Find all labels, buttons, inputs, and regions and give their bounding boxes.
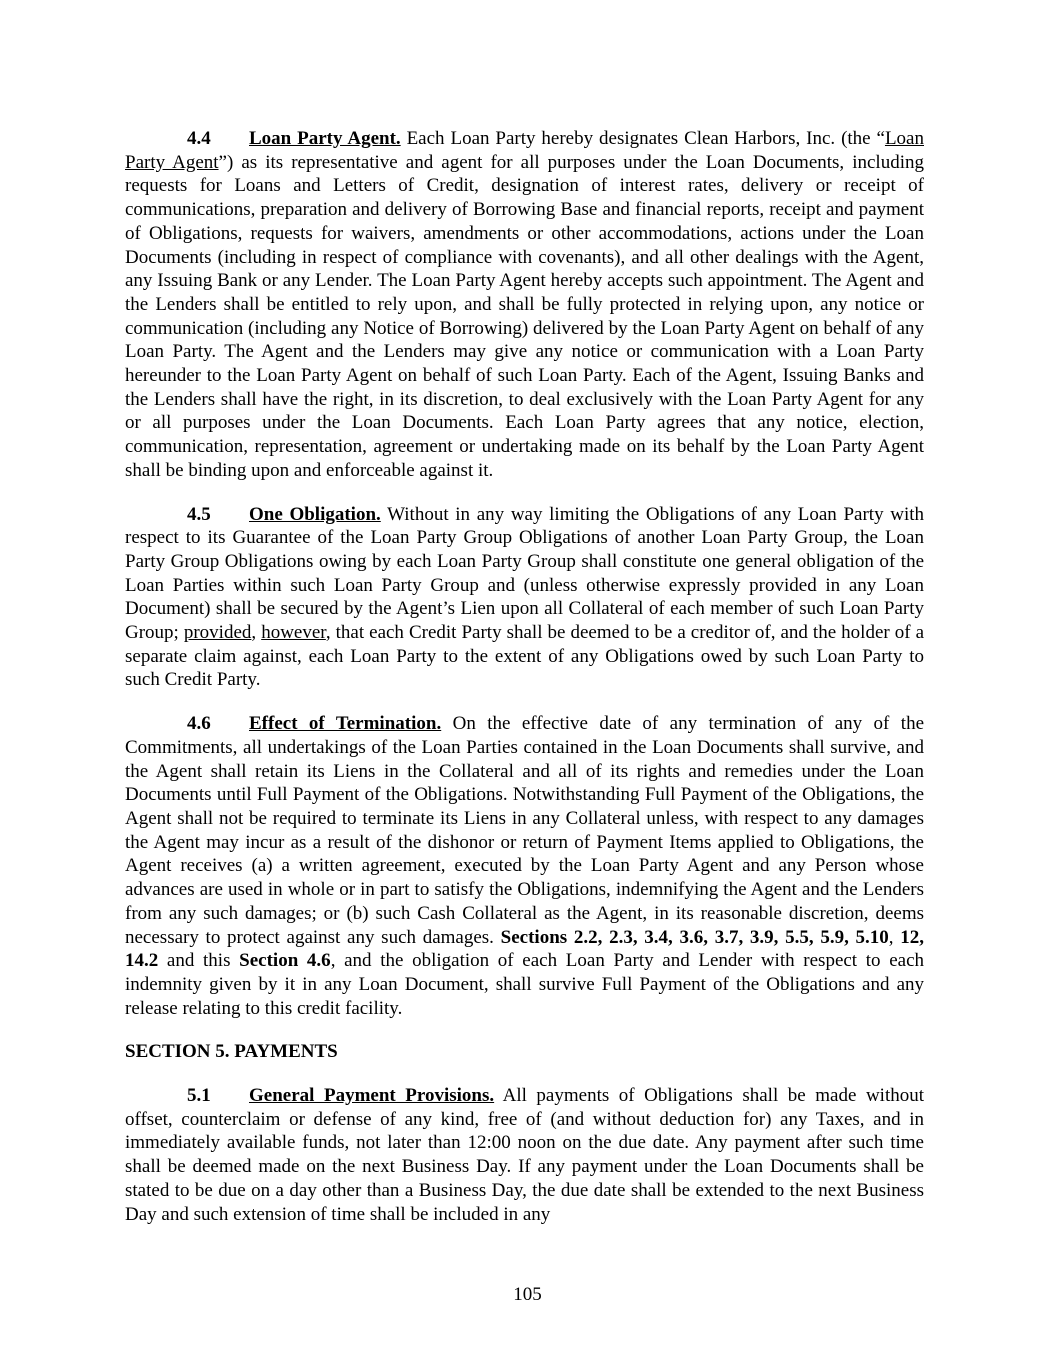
body-text: On the effective date of any termination of any of the Commitments, all undertakings of the Loan Parties contained in the Loan Documents shall survive, and the Agent shall retain its Liens in the Collateral and all of its rights and remedies under the Loan Documents until Full Payment of the Obligations. Notwithstanding Full Payment of the Obligations, the Agent shall not be required to terminate its Liens in any Collateral unless, with respect to any damages the Agent may incur as a result of the dishonor or return of Payment Items applied to Obligations, the Agent receives (a) a written agreement, executed by the Loan Party Agent and any Person whose advances are used in whole or in part to satisfy the Obligations, indemnifying the Agent and the Lenders from any such damages; or (b) such Cash Collateral as the Agent, in its reasonable discretion, deems necessary to protect against any such damages. xyxy=(125,713,925,948)
body-text: , and the obligation of each Loan Party and Lender with respect to each indemnity given by it in any Loan Document, shall survive Full Payment of the Obligations and any release relating to this credit facility. xyxy=(125,950,925,1019)
defined-term: Loan Party Agent xyxy=(125,128,924,173)
section-heading: General Payment Provisions. xyxy=(249,1085,495,1107)
section-5-heading: SECTION 5. PAYMENTS xyxy=(125,1041,338,1063)
section-heading: One Obligation. xyxy=(249,503,381,525)
underlined-term: provided xyxy=(183,622,252,644)
document-page xyxy=(125,127,924,1246)
section-references: Sections 2.2, 2.3, 3.4, 3.6, 3.7, 3.9, 5.5, 5.9, 5.10 xyxy=(500,926,889,948)
section-heading: Effect of Termination. xyxy=(249,713,442,735)
section-number: 4.4 xyxy=(187,128,211,149)
section-references: 12, 14.2 xyxy=(125,926,925,972)
body-text: , that each Credit Party shall be deemed to be a creditor of, and the holder of a separate claim against, each Loan Party to the extent of any Obligations owed by such Loan Party to such Credit Party. xyxy=(125,622,925,691)
body-text: Without in any way limiting the Obligations of any Loan Party with respect to its Guarantee of the Loan Party Group Obligations of another Loan Party Group, the Loan Party Group Obligations owing by each Loan Party Group shall constitute one general obligation of the Loan Parties within such Loan Party Group and (unless otherwise expressly provided in any Loan Document) shall be secured by the Agent’s Lien upon all Collateral of each member of such Loan Party Group; xyxy=(125,503,925,644)
underlined-term: however xyxy=(261,622,326,644)
section-4-6-paragraph xyxy=(125,712,924,1020)
section-number: 4.5 xyxy=(187,503,211,525)
body-text: and this xyxy=(158,950,240,972)
section-5-1-paragraph xyxy=(125,1084,924,1226)
body-text: ”) as its representative and agent for all purposes under the Loan Documents, including requests for Loans and Letters of Credit, designation of interest rates, delivery or receipt of communications, preparation and delivery of Borrowing Base and financial reports, receipt and payment of Obligations, requests for waivers, amendments or other accommodations, actions under the Loan Documents (including in respect of compliance with covenants), and all other dealings with the Agent, any Issuing Bank or any Lender. The Loan Party Agent hereby accepts such appointment. The Agent and the Lenders shall be entitled to rely upon, and shall be fully protected in relying upon, any notice or communication (including any Notice of Borrowing) delivered by the Loan Party Agent on behalf of any Loan Party. The Agent and the Lenders may give any notice or communication with a Loan Party hereunder to the Loan Party Agent on behalf of such Loan Party. Each of the Agent, Issuing Banks and the Lenders shall have the right, in its discretion, to deal exclusively with the Loan Party Agent for any or all purposes under the Loan Documents. Each Loan Party agrees that any notice, election, communication, representation, agreement or undertaking made on its behalf by the Loan Party Agent shall be binding upon and enforceable against it. xyxy=(125,151,924,481)
body-text: , xyxy=(888,926,901,948)
section-4-4-paragraph xyxy=(125,127,924,483)
body-text: Each Loan Party hereby designates Clean Harbors, Inc. (the “ xyxy=(400,128,885,149)
section-heading: Loan Party Agent. xyxy=(249,128,401,149)
section-number: 4.6 xyxy=(187,713,211,735)
section-number: 5.1 xyxy=(187,1085,211,1107)
body-text: All payments of Obligations shall be made without offset, counterclaim or defense of any kind, free of (and without deduction for) any Taxes, and in immediately available funds, not later than 12:00 noon on the due date. Any payment after such time shall be deemed made on the next Business Day. If any payment under the Loan Documents shall be stated to be due on a day other than a Business Day, the due date shall be extended to the next Business Day and such extension of time shall be included in any xyxy=(125,1085,924,1225)
body-text: , xyxy=(251,622,262,644)
page-number: 105 xyxy=(513,1284,542,1305)
section-reference: Section 4.6 xyxy=(239,950,331,972)
section-4-5-paragraph xyxy=(125,503,924,693)
